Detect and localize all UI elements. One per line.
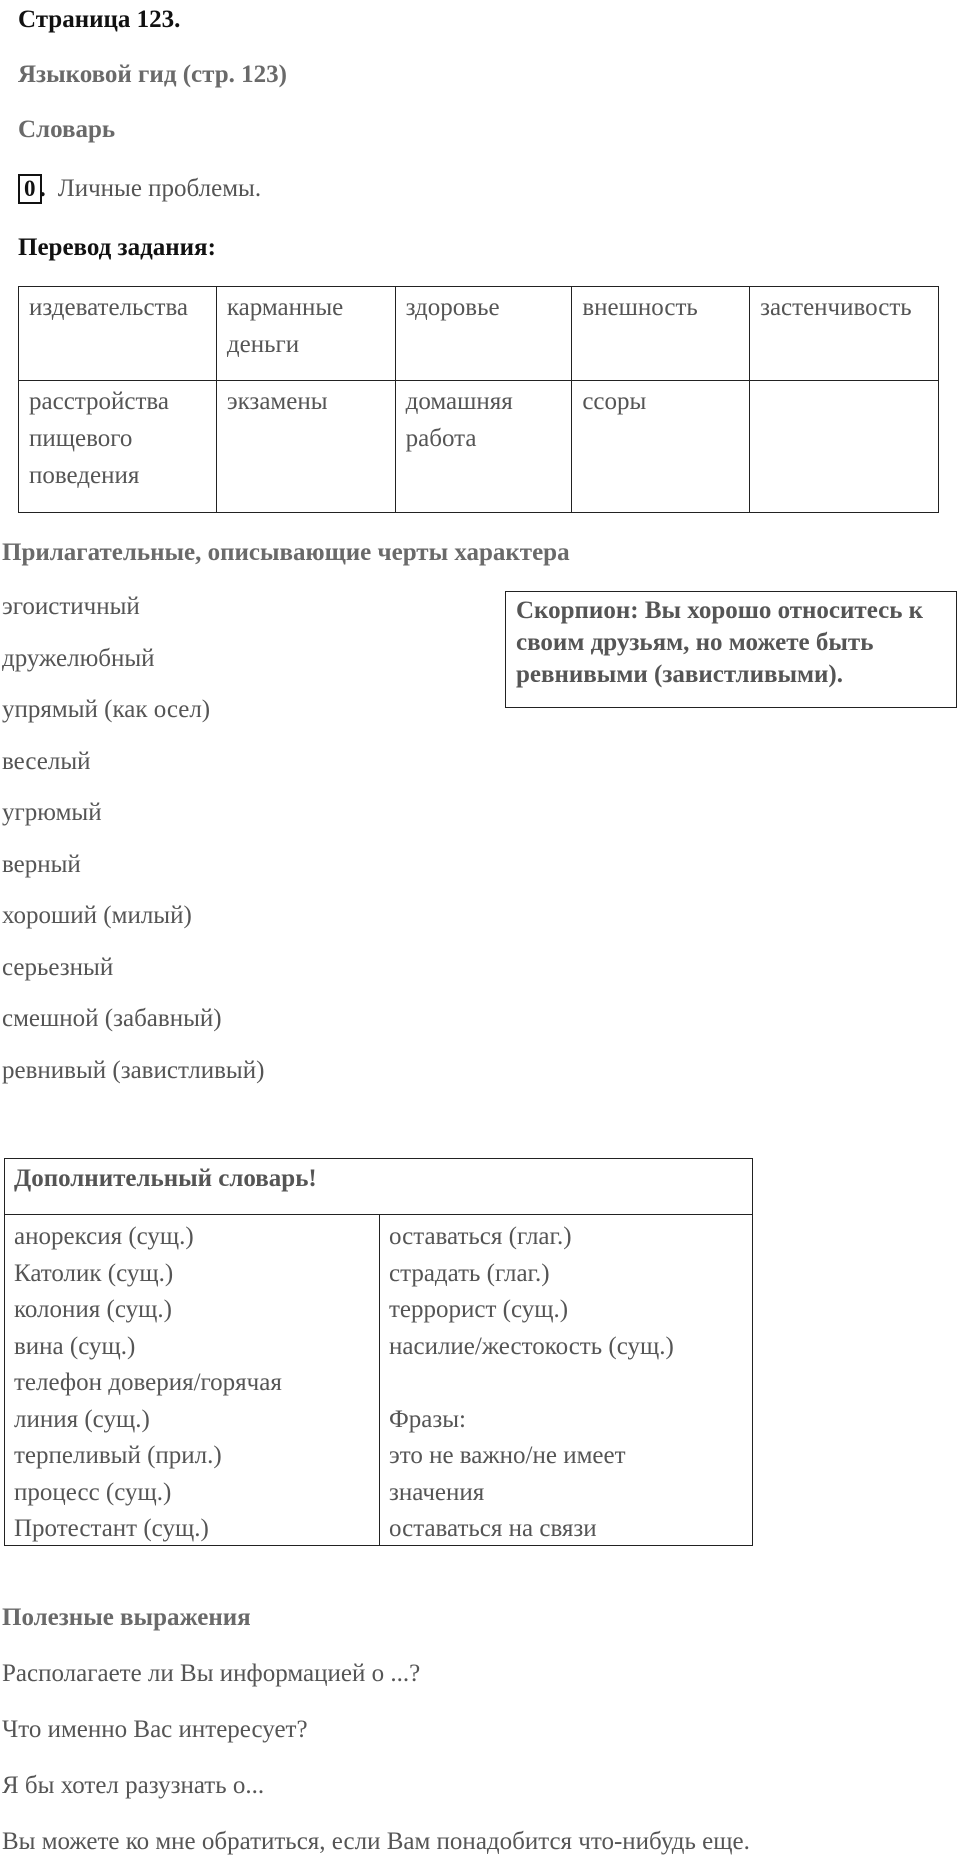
adjective-item: хороший (милый): [2, 902, 192, 929]
vocab-item: страдать (глаг.): [389, 1259, 550, 1287]
useful-phrase: Вы можете ко мне обратиться, если Вам понадобится что-нибудь еще.: [2, 1828, 750, 1855]
adjective-item: ревнивый (завистливый): [2, 1057, 265, 1084]
vocab-item: процесс (сущ.): [14, 1478, 172, 1506]
vocab-item: Католик (сущ.): [14, 1259, 174, 1287]
vocab-title: Словарь: [18, 116, 116, 143]
page-title: Страница 123.: [18, 6, 181, 33]
vocab-item: колония (сущ.): [14, 1296, 172, 1323]
table-cell: расстройства пищевого поведения: [19, 381, 217, 513]
adjective-item: верный: [2, 851, 81, 878]
table-cell: [750, 381, 939, 513]
vocab-item: насилие/жестокость (сущ.): [389, 1332, 674, 1360]
table-cell: экзамены: [216, 381, 395, 513]
adjective-item: дружелюбный: [2, 645, 155, 672]
section-title: Языковой гид (стр. 123): [18, 61, 287, 88]
translation-table: [18, 286, 939, 513]
table-cell: карманные деньги: [216, 287, 395, 381]
extra-vocab-right-column: [380, 1215, 752, 1545]
task-text: Личные проблемы.: [57, 175, 262, 202]
vocab-item: анорексия (сущ.): [14, 1223, 194, 1250]
useful-heading: Полезные выражения: [2, 1604, 251, 1631]
vocab-item: [389, 1365, 752, 1402]
extra-vocab-left-column: [5, 1215, 380, 1545]
task-number: 0: [24, 176, 36, 201]
adjective-item: угрюмый: [2, 799, 102, 826]
vocab-item: вина (сущ.): [14, 1332, 136, 1360]
table-cell: внешность: [572, 287, 750, 381]
adjective-item: упрямый (как осел): [2, 696, 211, 723]
task-number-dot: .: [39, 175, 46, 202]
adjective-item: серьезный: [2, 954, 114, 981]
vocab-item: оставаться на связи: [389, 1515, 597, 1542]
table-cell: домашняя работа: [395, 381, 572, 513]
useful-phrase: Что именно Вас интересует?: [2, 1716, 308, 1743]
vocab-item: оставаться (глаг.): [389, 1223, 572, 1250]
vocab-item: телефон доверия/горячая: [14, 1369, 282, 1396]
translation-heading: Перевод задания:: [18, 234, 216, 261]
vocab-item: террорист (сущ.): [389, 1296, 569, 1323]
task-row: [18, 174, 261, 204]
vocab-item: значения: [389, 1478, 485, 1506]
table-row: [19, 381, 939, 513]
table-cell: издевательства: [19, 287, 217, 381]
table-cell: застенчивость: [750, 287, 939, 381]
note-box: Скорпион: Вы хорошо относитесь к своим друзьям, но можете быть ревнивыми (завистливыми).: [505, 591, 957, 708]
vocab-item: это не важно/не имеет: [389, 1442, 626, 1469]
extra-vocab-box: [4, 1158, 753, 1546]
adjective-item: смешной (забавный): [2, 1005, 222, 1032]
extra-vocab-title: Дополнительный словарь!: [5, 1159, 752, 1215]
table-row: [19, 287, 939, 381]
task-number-box: [18, 174, 42, 204]
adjective-item: веселый: [2, 748, 91, 775]
table-cell: здоровье: [395, 287, 572, 381]
adjective-item: эгоистичный: [2, 593, 140, 620]
useful-phrase: Располагаете ли Вы информацией о ...?: [2, 1660, 421, 1687]
vocab-item: Фразы:: [389, 1405, 466, 1433]
vocab-item: линия (сущ.): [14, 1405, 150, 1433]
vocab-item: терпеливый (прил.): [14, 1442, 222, 1469]
adjectives-heading: Прилагательные, описывающие черты характера: [2, 539, 570, 566]
vocab-item: Протестант (сущ.): [14, 1515, 209, 1542]
useful-phrase: Я бы хотел разузнать о...: [2, 1772, 265, 1799]
table-cell: ссоры: [572, 381, 750, 513]
